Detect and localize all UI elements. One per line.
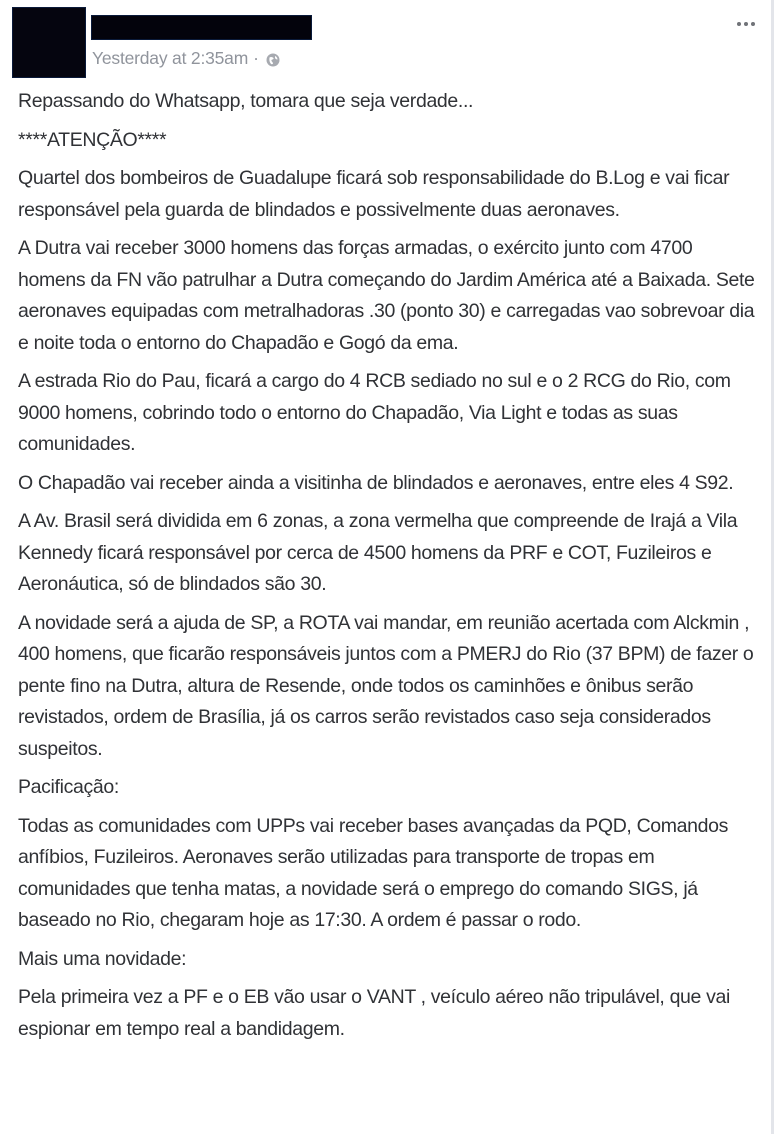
post-paragraph: Repassando do Whatsapp, tomara que seja verdade... <box>18 90 474 112</box>
post-paragraph: A Dutra vai receber 3000 homens das forças armadas, o exército junto com 4700 homens da FN vão patrulhar a Dutra começando do Jardim América até a Baixada. Sete aeronaves equipadas com metralhadoras .30 (ponto 30) e carregadas vao sobrevoar dia e noite toda o entorno do Chapadão e Gogó da ema. <box>18 237 755 354</box>
separator: · <box>253 47 259 68</box>
avatar-redacted[interactable] <box>12 7 86 78</box>
post-paragraph: Pela primeira vez a PF e o EB vão usar o VANT , veículo aéreo não tripulável, que vai espionar em tempo real a bandidagem. <box>18 986 730 1040</box>
post-paragraph: O Chapadão vai receber ainda a visitinha de blindados e aeronaves, entre eles 4 S92. <box>18 471 734 494</box>
post-paragraph: Mais uma novidade: <box>18 947 187 970</box>
timestamp-link[interactable]: Yesterday at 2:35am <box>92 47 249 68</box>
globe-icon[interactable] <box>266 51 280 65</box>
post-paragraph: A Av. Brasil será dividida em 6 zonas, a zona vermelha que compreende de Irajá a Vila Kennedy ficará responsável por cerca de 4500 homens da PRF e COT, Fuzileiros e Aeronáutica, só de blindados são 30. <box>18 510 738 595</box>
more-dot-icon <box>751 22 755 26</box>
post-paragraph: Todas as comunidades com UPPs vai receber bases avançadas da PQD, Comandos anfíbios, Fuzileiros. Aeronaves serão utilizadas para transporte de tropas em comunidades que tenha matas, a novidade será o emprego do comando SIGS, já baseado no Rio, chegaram hoje as 17:30. A ordem é passar o rodo. <box>18 814 729 931</box>
author-name-redacted[interactable] <box>91 15 312 40</box>
more-dot-icon <box>737 22 741 26</box>
post-meta <box>92 46 280 70</box>
post-paragraph: ****ATENÇÃO**** <box>18 128 167 151</box>
post-paragraph: Quartel dos bombeiros de Guadalupe ficará sob responsabilidade do B.Log e vai ficar responsável pela guarda de blindados e possivelmente duas aeronaves. <box>18 167 730 221</box>
post-paragraph: A novidade será a ajuda de SP, a ROTA vai mandar, em reunião acertada com Alckmin , 400 homens, que ficarão responsáveis juntos com a PMERJ do Rio (37 BPM) de fazer o pente fino na Dutra, altura de Resende, onde todos os caminhões e ônibus serão revistados, ordem de Brasília, já os carros serão revistados caso seja considerados suspeitos. <box>18 611 754 760</box>
post-paragraph: Pacificação: <box>18 776 119 798</box>
more-options-button[interactable] <box>733 17 759 31</box>
more-dot-icon <box>744 22 748 26</box>
post-paragraph: A estrada Rio do Pau, ficará a cargo do 4 RCB sediado no sul e o 2 RCG do Rio, com 9000 homens, cobrindo todo o entorno do Chapadão, Via Light e todas as suas comunidades. <box>18 370 731 455</box>
post-body <box>18 86 763 1052</box>
